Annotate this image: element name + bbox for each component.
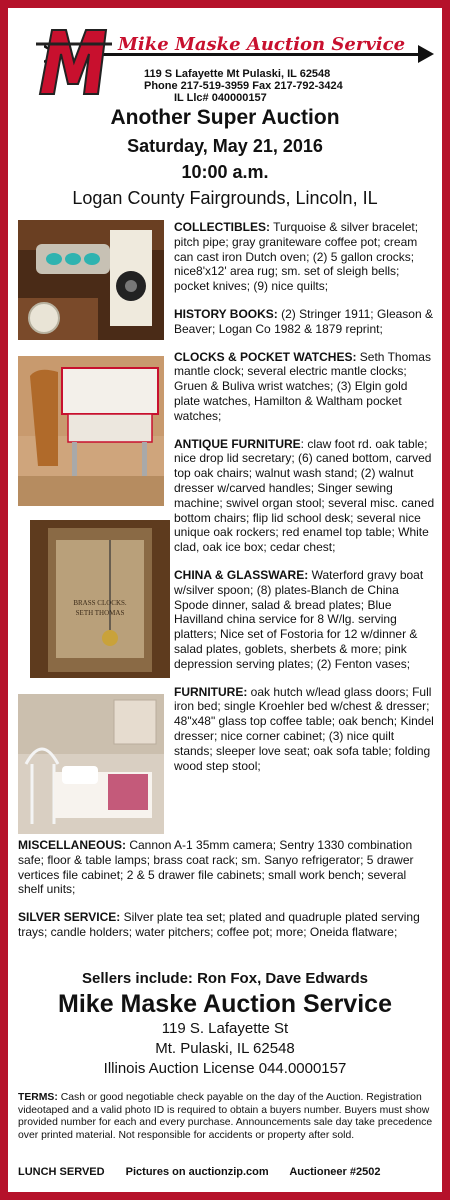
footer-license: Illinois Auction License 044.0000157 xyxy=(103,1060,347,1077)
terms-block xyxy=(18,1092,434,1142)
section-text: Seth Thomas mantle clock; several electric mantle clocks; Gruen & Buliva wrist watches; (3) Elgin gold plate watches, Hamilton & Waltham pocket watches; xyxy=(174,349,431,423)
terms-text: Cash or good negotiable check payable on the day of the Auction. Registration videotaped and a valid photo ID is required to obtain a buyers number. Buyers must show provided number for each and every purchase. Announcements sale day take precedence over printed material. Not responsible for accidents or property after sold. xyxy=(18,1092,433,1141)
section-label: MISCELLANEOUS: xyxy=(18,838,126,852)
section-text: oak hutch w/lead glass doors; Full iron bed; single Kroehler bed w/chest & dresser; 48"x48" glass top coffee table; oak bench; Kindel dresser; nice corner cabinet; (3) nice quilt stands; sleeper love seat; oak sofa table; folding wood step stool; xyxy=(174,684,434,773)
photo-iron-bed xyxy=(18,694,164,834)
footer-bar xyxy=(18,1166,434,1178)
footer-city: Mt. Pulaski, IL 62548 xyxy=(155,1040,295,1057)
section-miscellaneous xyxy=(18,838,434,897)
section-label: CHINA & GLASSWARE: xyxy=(174,567,309,582)
clock-label-line1: BRASS CLOCKS. xyxy=(73,599,127,607)
section-china-glassware xyxy=(174,568,436,672)
clock-label-line2: SETH THOMAS xyxy=(75,609,125,617)
section-text: : claw foot rd. oak table; nice drop lid secretary; (6) caned bottom, carved top oak chairs; walnut wash stand; (2) walnut dresser w/carved handles; Singer sewing machine; swivel organ stool; several misc. caned bottom chairs; flip lid school desk; several nice unique oak rockers; red enamel top table; White clad, oak ice box; cedar chest; xyxy=(174,436,435,555)
auctioneer-number: Auctioneer #2502 xyxy=(289,1166,381,1178)
page-title: Another Super Auction xyxy=(110,106,340,129)
section-text: Waterford gravy boat w/silver spoon; (8) plates-Blanch de China Spode dinner, salad & bread plates; Blue Havilland china service for 8 W/lg. serving platters; Nice set of Fostoria for 12 w/dinner & salad plates, goblets, sherbets & more; pink depression serving plates; (2) Fenton vases; xyxy=(174,567,424,671)
section-text: Cannon A-1 35mm camera; Sentry 1330 combination safe; floor & table lamps; brass coat rack; sm. Sanyo refrigerator; 5 drawer vertices file cabinet; 2 & 5 drawer file cabinets; small work bench; several shelf units; xyxy=(18,838,414,897)
header-address: 119 S Lafayette Mt Pulaski, IL 62548 xyxy=(144,68,331,80)
header-license: IL Llc# 040000157 xyxy=(174,92,267,104)
sellers-line: Sellers include: Ron Fox, Dave Edwards xyxy=(82,970,368,987)
footer-brand: Mike Maske Auction Service xyxy=(58,990,392,1018)
brand-name: Mike Maske Auction Service xyxy=(118,34,406,55)
logo-m-icon xyxy=(34,22,114,98)
section-collectibles xyxy=(174,220,436,294)
section-text: Turquoise & silver bracelet; pitch pipe; gray graniteware coffee pot; cream can cast iron Dutch oven; (2) 5 gallon crocks; nice8'x12' area rug; sm. set of sleigh bells; pocket knives; (9) nice quilts; xyxy=(174,220,419,294)
photo-furniture-table xyxy=(18,356,164,506)
lunch-served: LUNCH SERVED xyxy=(18,1166,105,1178)
arrow-head-icon xyxy=(418,45,434,63)
auction-date: Saturday, May 21, 2016 xyxy=(127,136,323,156)
section-label: COLLECTIBLES: xyxy=(174,220,270,234)
flyer xyxy=(8,8,442,1192)
item-list xyxy=(174,220,436,786)
photo-clock xyxy=(30,520,170,678)
section-label: ANTIQUE FURNITURE xyxy=(174,436,301,451)
section-antique-furniture xyxy=(174,437,436,555)
section-furniture xyxy=(174,685,436,774)
section-label: FURNITURE: xyxy=(174,684,248,699)
section-text: (2) Stringer 1911; Gleason & Beaver; Logan Co 1982 & 1879 reprint; xyxy=(174,306,433,336)
section-clocks xyxy=(174,350,436,424)
section-text: Silver plate tea set; plated and quadruple plated serving trays; candle holders; water pitchers; coffee pot; more; Oneida flatware; xyxy=(18,910,420,939)
photo-collectibles xyxy=(18,220,164,340)
section-history-books xyxy=(174,307,436,337)
section-silver-service xyxy=(18,910,434,940)
section-label: SILVER SERVICE: xyxy=(18,910,121,925)
header-phone: Phone 217-519-3959 Fax 217-792-3424 xyxy=(144,80,343,92)
full-sections xyxy=(18,838,434,953)
footer-street: 119 S. Lafayette St xyxy=(161,1020,289,1037)
logo-header xyxy=(14,14,436,110)
terms-label: TERMS: xyxy=(18,1092,58,1103)
pictures-link[interactable]: Pictures on auctionzip.com xyxy=(125,1166,269,1178)
section-label: CLOCKS & POCKET WATCHES: xyxy=(174,349,357,364)
auction-time: 10:00 a.m. xyxy=(181,162,269,182)
section-label: HISTORY BOOKS: xyxy=(174,306,278,321)
auction-location: Logan County Fairgrounds, Lincoln, IL xyxy=(72,188,378,208)
